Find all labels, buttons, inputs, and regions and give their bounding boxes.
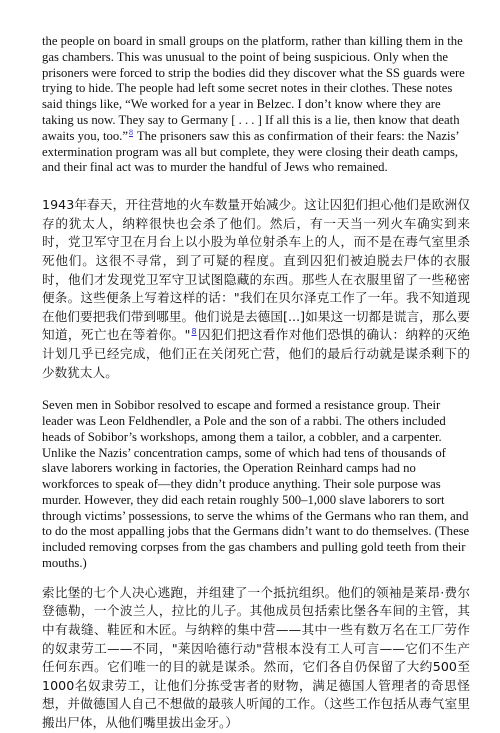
paragraph-english-2 bbox=[42, 398, 470, 572]
paragraph-chinese-2 bbox=[42, 584, 470, 733]
footnote-marker[interactable] bbox=[192, 327, 197, 336]
paragraph-english-1 bbox=[42, 34, 470, 176]
paragraph-text-continued: 囚犯们把这看作对他们恐惧的确认：纳粹的灭绝计划几乎已经完成，他们正在关闭死亡营，他们的最后行动就是谋杀剩下的少数犹太人。 bbox=[42, 327, 470, 380]
footnote-link[interactable]: 8 bbox=[191, 327, 197, 337]
paragraph-text: the people on board in small groups on the platform, rather than killing them in the gas chambers. This was unusual to the point of being suspicious. Only when the prisoners were forced to strip the bodies did they discover what the SS guards were trying to hide. The people had left some secret notes in their clothes. These notes said things like, “We worked for a year in Belzec. I don’t know where they are taking us now. They say to Germany [ . . . ] If all this is a lie, then know that death awaits you, too.” bbox=[42, 34, 465, 143]
footnote-link[interactable]: 8 bbox=[128, 127, 133, 137]
paragraph-text: 索比堡的七个人决心逃跑，并组建了一个抵抗组织。他们的领袖是莱昂·费尔登德勒，一个波兰人，拉比的儿子。其他成员包括索比堡各车间的主管，其中有裁缝、鞋匠和木匠。与纳粹的集中营——其中一些有数万名在工厂劳作的奴隶劳工——不同，"莱因哈德行动"营根本没有工人可言——它们不生产任何东西。它们唯一的目的就是谋杀。然而，它们各自仍保留了大约500至1000名奴隶劳工，让他们分拣受害者的财物，满足德国人管理者的奇思怪想，并做德国人自己不想做的最骇人听闻的工作。（这些工作包括从毒气室里搬出尸体，从他们嘴里拔出金牙。） bbox=[42, 584, 470, 731]
paragraph-chinese-1 bbox=[42, 196, 470, 382]
document-page bbox=[42, 34, 470, 733]
footnote-marker[interactable] bbox=[129, 128, 133, 137]
paragraph-text: 1943年春天，开往营地的火车数量开始减少。这让囚犯们担心他们是欧洲仅存的犹太人，纳粹很快也会杀了他们。然后，有一天当一列火车确实到来时，党卫军守卫在月台上以小股为单位射杀车上的人，而不是在毒气室里杀死他们。这很不寻常，到了可疑的程度。直到囚犯们被迫脱去尸体的衣服时，他们才发现党卫军守卫试图隐藏的东西。那些人在衣服里留了一些秘密便条。这些便条上写着这样的话："我们在贝尔泽克工作了一年。我不知道现在他们要把我们带到哪里。他们说是去德国[...]如果这一切都是谎言，那么要知道，死亡也在等着你。" bbox=[42, 197, 470, 343]
paragraph-text: Seven men in Sobibor resolved to escape and formed a resistance group. Their leader was Leon Feldhendler, a Pole and the son of a rabbi. The others included heads of Sobibor’s workshops, among them a tailor, a cobbler, and a carpenter. Unlike the Nazis’ concentration camps, some of which had tens of thousands of slave laborers working in factories, the Operation Reinhard camps had no workforces to speak of—they didn’t produce anything. Their sole purpose was murder. However, they did each retain roughly 500–1,000 slave laborers to sort through victims’ possessions, to serve the whims of the Germans who ran them, and to do the most appalling jobs that the Germans didn’t want to do themselves. (These included removing corpses from the gas chambers and pulling gold teeth from their mouths.) bbox=[42, 398, 470, 571]
paragraph-text-continued: The prisoners saw this as confirmation of their fears: the Nazis’ extermination program was all but complete, they were closing their death camps, and their final act was to murder the handful of Jews who remained. bbox=[42, 128, 459, 175]
